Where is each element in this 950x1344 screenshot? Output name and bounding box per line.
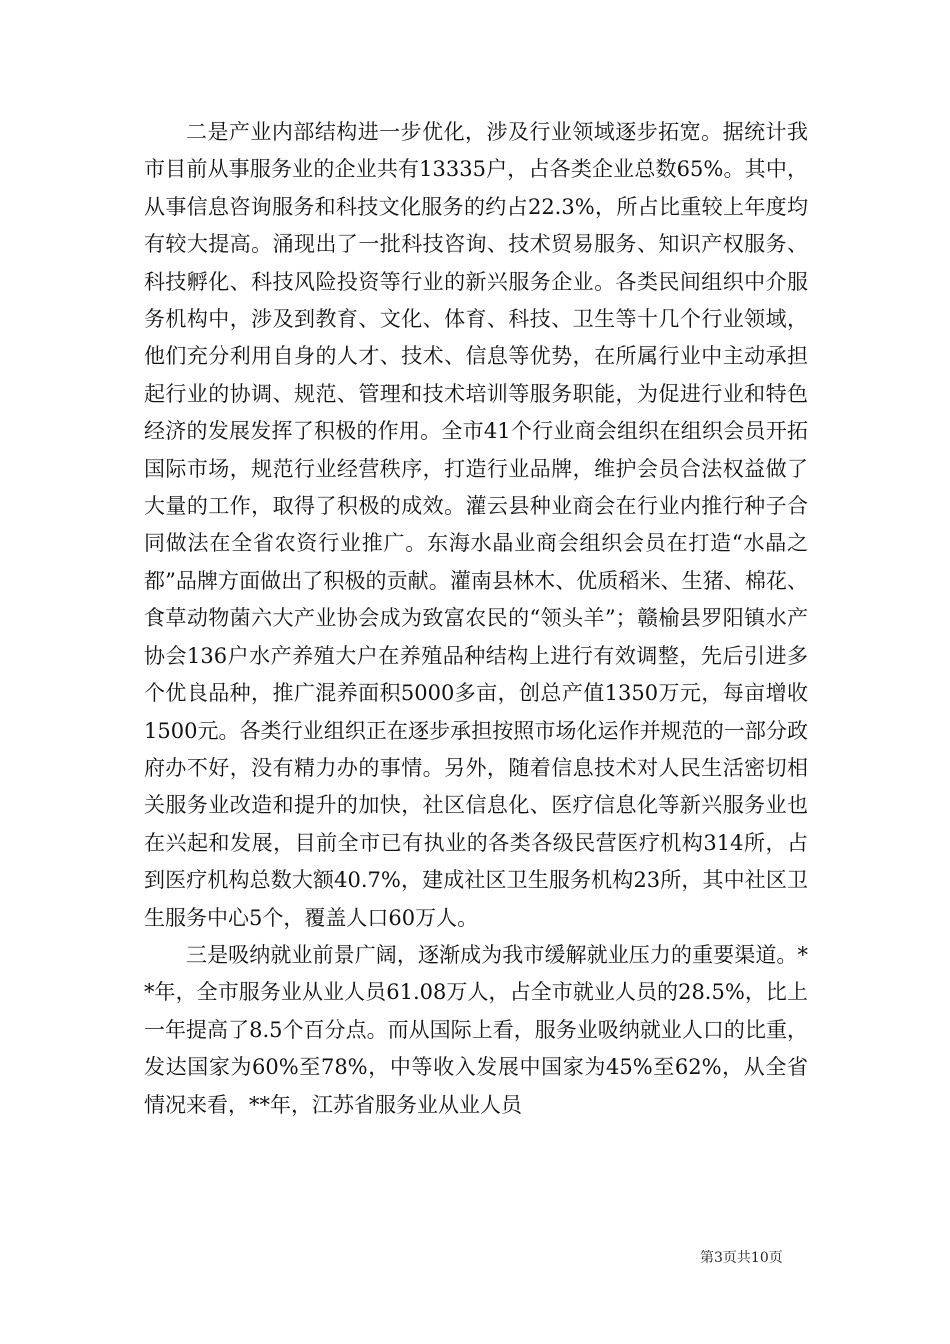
paragraph-employment: 三是吸纳就业前景广阔，逐渐成为我市缓解就业压力的重要渠道。**年，全市服务业从业人员61.08万人，占全市就业人员的28.5%，比上一年提高了8.5个百分点。而从国际上看，服务业吸纳就业人口的比重，发达国家为60%至78%，中等收入发展中国家为45%至62%，从全省情况来看，**年，江苏省服务业从业人员: [144, 942, 808, 1117]
paragraph-industry-structure: 二是产业内部结构进一步优化，涉及行业领域逐步拓宽。据统计我市目前从事服务业的企业共有13335户，占各类企业总数65%。其中，从事信息咨询服务和科技文化服务的约占22.3%，所占比重较上年度均有较大提高。涌现出了一批科技咨询、技术贸易服务、知识产权服务、科技孵化、科技风险投资等行业的新兴服务企业。各类民间组织中介服务机构中，涉及到教育、文化、体育、科技、卫生等十几个行业领域，他们充分利用自身的人才、技术、信息等优势，在所属行业中主动承担起行业的协调、规范、管理和技术培训等服务职能，为促进行业和特色经济的发展发挥了积极的作用。全市41个行业商会组织在组织会员开拓国际市场，规范行业经营秩序，打造行业品牌，维护会员合法权益做了大量的工作，取得了积极的成效。灌云县种业商会在行业内推行种子合同做法在全省农资行业推广。东海水晶业商会组织会员在打造“水晶之都”品牌方面做出了积极的贡献。灌南县林木、优质稻米、生猪、棉花、食草动物菌六大产业协会成为致富农民的“领头羊”；赣榆县罗阳镇水产协会136户水产养殖大户在养殖品种结构上进行有效调整，先后引进多个优良品种，推广混养面积5000多亩，创总产值1350万元，每亩增收1500元。各类行业组织正在逐步承担按照市场化运作并规范的一部分政府办不好，没有精力办的事情。另外，随着信息技术对人民生活密切相关服务业改造和提升的加快，社区信息化、医疗信息化等新兴服务业也在兴起和发展，目前全市已有执业的各类各级民营医疗机构314所，占到医疗机构总数大额40.7%，建成社区卫生服务机构23所，其中社区卫生服务中心5个，覆盖人口60万人。: [144, 120, 808, 930]
document-body: [144, 114, 808, 1124]
page-number: 第3页共10页: [700, 1250, 783, 1266]
